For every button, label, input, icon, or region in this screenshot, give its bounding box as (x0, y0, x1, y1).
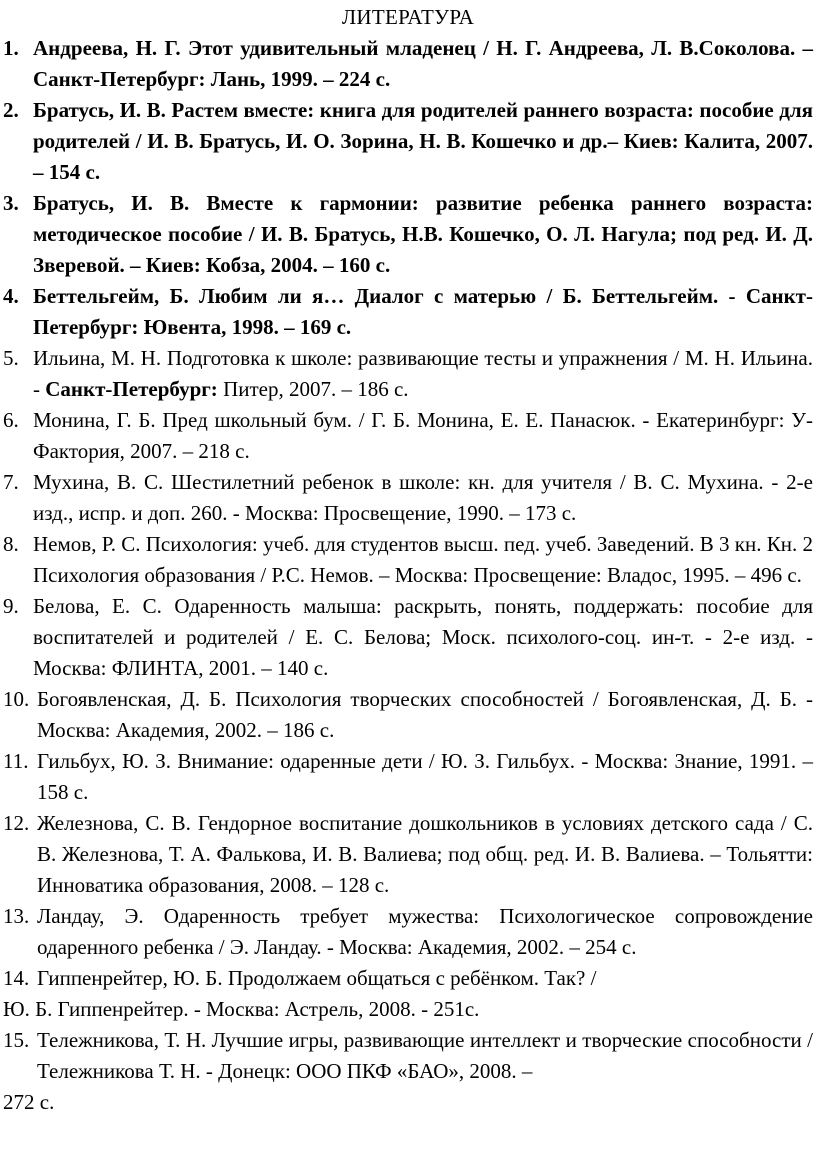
reference-text: Братусь, И. В. Растем вместе: книга для родителей раннего возраста: пособие для родителей / И. В. Братусь, И. О. Зорина, Н. В. Кошечко и др.– Киев: Калита, 2007. – 154 с. (33, 98, 813, 184)
reference-number: 15. (3, 1028, 30, 1052)
reference-text: Андреева, Н. Г. Этот удивительный младенец / Н. Г. Андреева, Л. В.Соколова. – Санкт-Петербург: Лань, 1999. – 224 с. (33, 36, 813, 91)
reference-item (3, 95, 813, 188)
reference-item (3, 591, 813, 684)
reference-number: 1. (3, 36, 19, 60)
reference-text: Богоявленская, Д. Б. Психология творческих способностей / Богоявленская, Д. Б. - Москва: Академия, 2002. – 186 с. (37, 687, 813, 742)
reference-item (3, 901, 813, 963)
reference-item (3, 746, 813, 808)
page-title: ЛИТЕРАТУРА (341, 5, 475, 29)
reference-item (3, 808, 813, 901)
reference-item (3, 1025, 813, 1118)
reference-item (3, 343, 813, 405)
reference-item (3, 684, 813, 746)
reference-text: Братусь, И. В. Вместе к гармонии: развитие ребенка раннего возраста: методическое пособие / И. В. Братусь, Н.В. Кошечко, О. Л. Нагула; под ред. И. Д. Зверевой. – Киев: Кобза, 2004. – 160 с. (33, 191, 813, 277)
reference-item (3, 963, 813, 1025)
reference-number: 4. (3, 284, 19, 308)
reference-text: Железнова, С. В. Гендорное воспитание дошкольников в условиях детского сада / С. В. Железнова, Т. А. Фалькова, И. В. Валиева; под общ. ред. И. В. Валиева. – Тольятти: Инноватика образования, 2008. – 128 с. (37, 811, 813, 897)
reference-number: 13. (3, 904, 30, 928)
reference-item (3, 467, 813, 529)
reference-number: 12. (3, 811, 30, 835)
reference-text: Гильбух, Ю. З. Внимание: одаренные дети / Ю. З. Гильбух. - Москва: Знание, 1991. – 158 с. (37, 749, 813, 804)
reference-number: 5. (3, 346, 19, 370)
reference-number: 6. (3, 408, 19, 432)
reference-item (3, 188, 813, 281)
reference-number: 14. (3, 966, 30, 990)
reference-item (3, 281, 813, 343)
reference-number: 9. (3, 594, 19, 618)
reference-list (3, 33, 813, 1118)
reference-text: Беттельгейм, Б. Любим ли я… Диалог с матерью / Б. Беттельгейм. - Санкт-Петербург: Ювента, 1998. – 169 с. (33, 284, 813, 339)
reference-text-continuation: Ю. Б. Гиппенрейтер. - Москва: Астрель, 2008. - 251с. (3, 997, 480, 1021)
reference-item (3, 405, 813, 467)
reference-text (33, 346, 813, 401)
reference-text: Немов, Р. С. Психология: учеб. для студентов высш. пед. учеб. Заведений. В 3 кн. Кн. 2 Психология образования / Р.С. Немов. – Москва: Просвещение: Владос, 1995. – 496 с. (33, 532, 813, 587)
reference-text-end: Питер, 2007. – 186 с. (217, 377, 409, 401)
reference-text-continuation: 272 с. (3, 1090, 55, 1114)
reference-text: Ландау, Э. Одаренность требует мужества: Психологическое сопровождение одаренного ребенка / Э. Ландау. - Москва: Академия, 2002. – 254 с. (37, 904, 813, 959)
reference-number: 3. (3, 191, 19, 215)
reference-item (3, 33, 813, 95)
reference-number: 2. (3, 98, 19, 122)
reference-item (3, 529, 813, 591)
reference-text-start: Ильина, М. Н. Подготовка к школе: развивающие тесты и упражнения / М. Н. Ильина. - (33, 346, 813, 401)
reference-text: Тележникова, Т. Н. Лучшие игры, развивающие интеллект и творческие способности / Тележникова Т. Н. - Донецк: ООО ПКФ «БАО», 2008. – (37, 1028, 813, 1083)
reference-text: Монина, Г. Б. Пред школьный бум. / Г. Б. Монина, Е. Е. Панасюк. - Екатеринбург: У- Фактория, 2007. – 218 с. (33, 408, 813, 463)
reference-number: 10. (3, 687, 30, 711)
reference-text: Гиппенрейтер, Ю. Б. Продолжаем общаться с ребёнком. Так? / (37, 966, 597, 990)
reference-text: Мухина, В. С. Шестилетний ребенок в школе: кн. для учителя / В. С. Мухина. - 2-е изд., испр. и доп. 260. - Москва: Просвещение, 1990. – 173 с. (33, 470, 813, 525)
reference-number: 8. (3, 532, 19, 556)
reference-number: 7. (3, 470, 19, 494)
reference-text: Белова, Е. С. Одаренность малыша: раскрыть, понять, поддержать: пособие для воспитателей и родителей / Е. С. Белова; Моск. психолого-соц. ин-т. - 2-е изд. - Москва: ФЛИНТА, 2001. – 140 с. (33, 594, 813, 680)
reference-number: 11. (3, 749, 29, 773)
reference-city-bold: Санкт-Петербург: (45, 377, 218, 401)
